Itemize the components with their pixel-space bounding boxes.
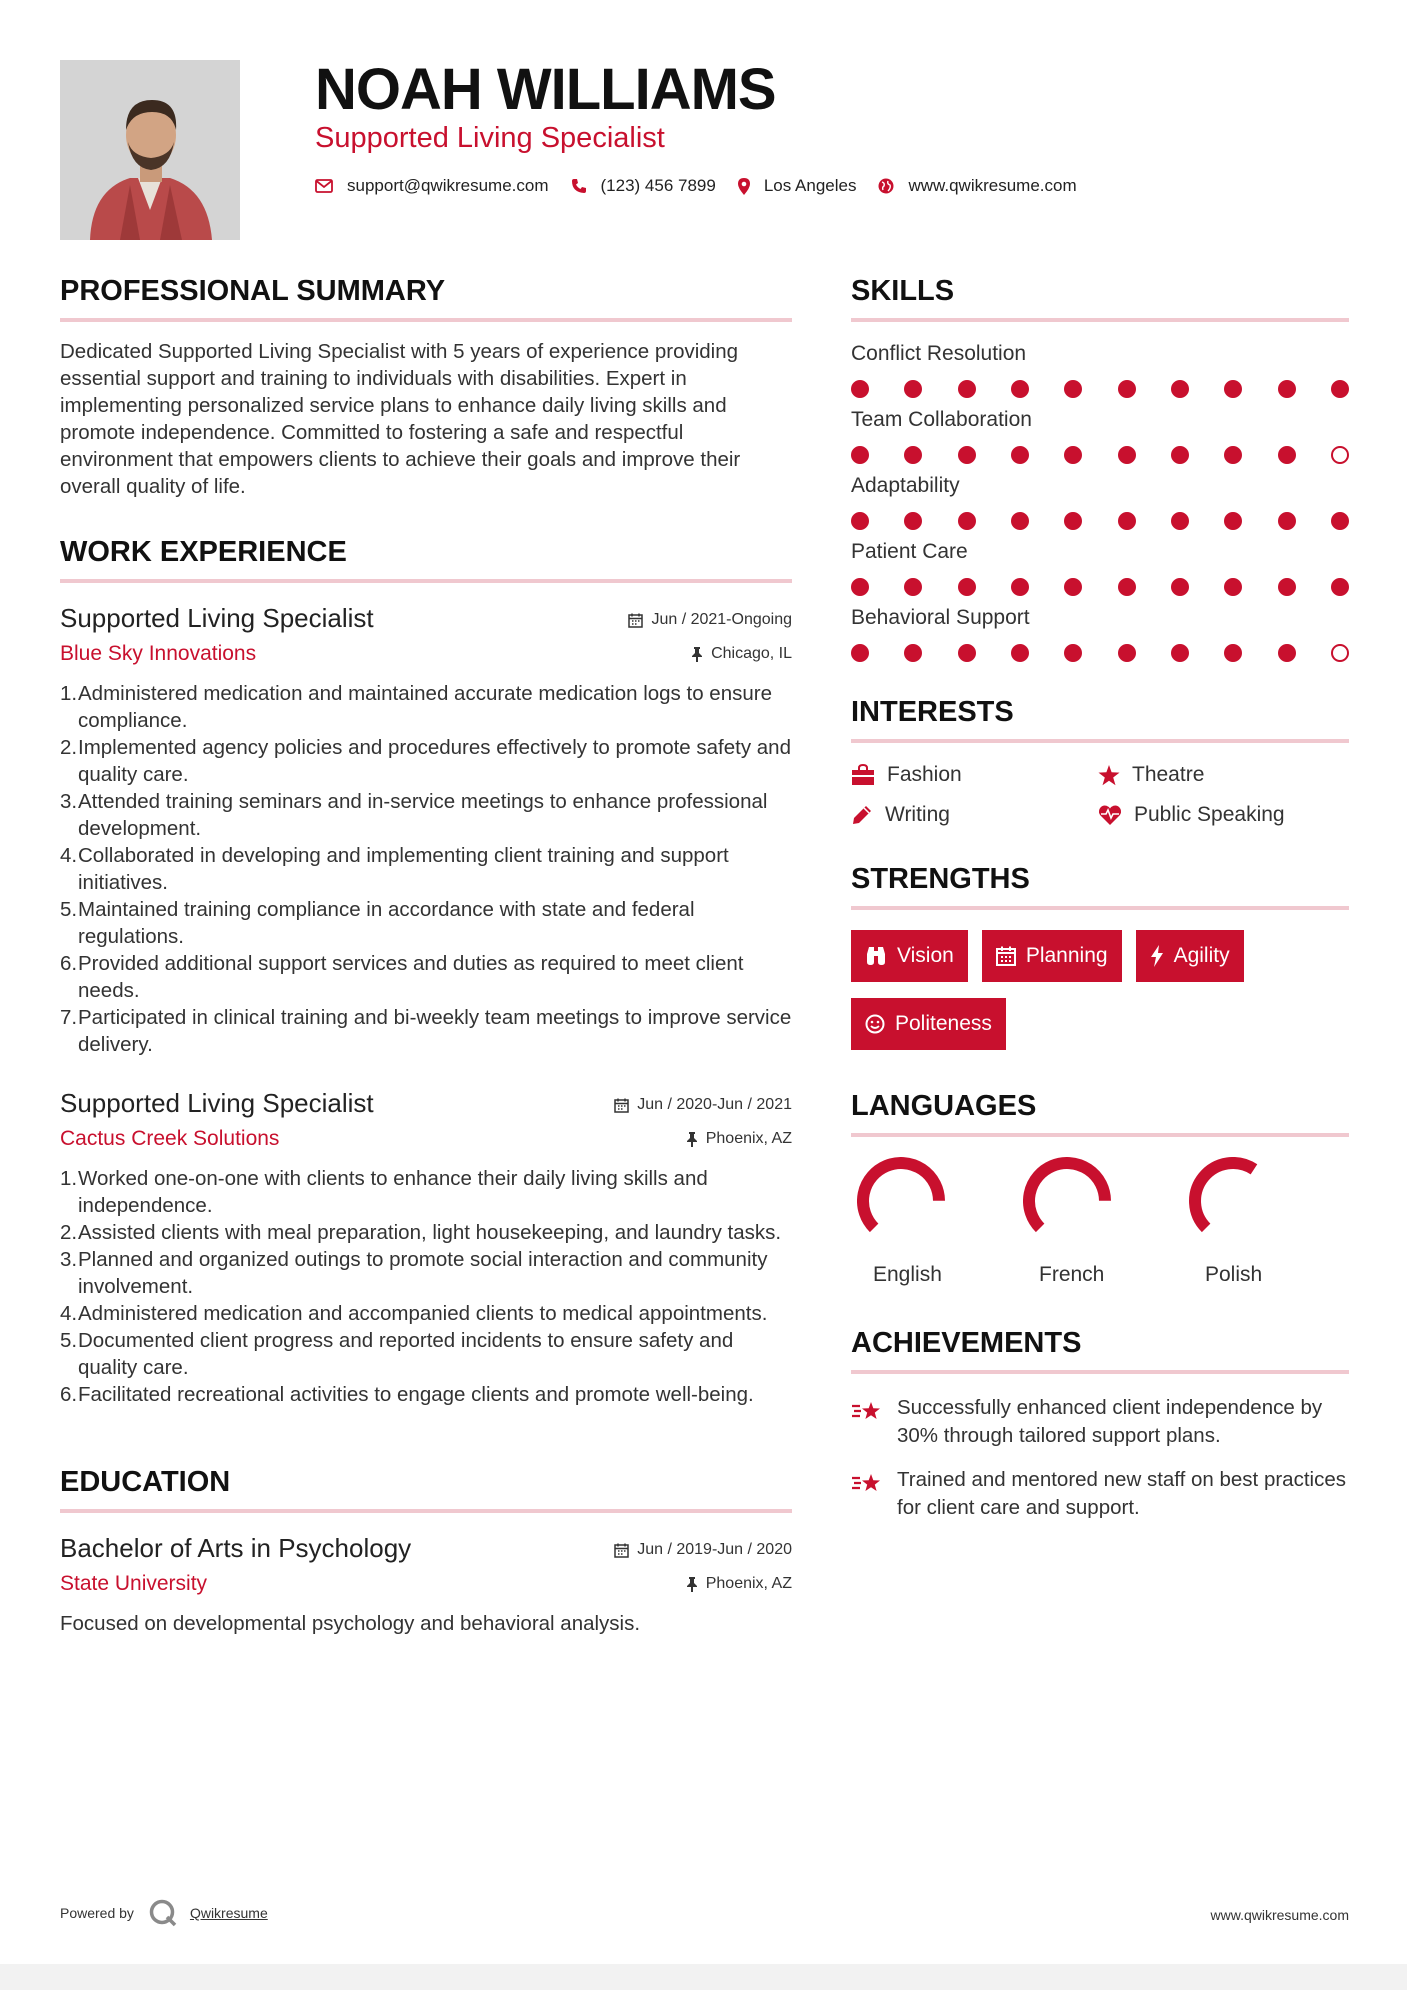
language-level-ring	[1023, 1157, 1123, 1257]
interest-label: Public Speaking	[1134, 803, 1285, 826]
rating-dot-filled	[1118, 512, 1136, 530]
interest-item	[1098, 763, 1345, 787]
rating-dot-filled	[904, 380, 922, 398]
rating-dot-filled	[1118, 578, 1136, 596]
achievement-text: Trained and mentored new staff on best practices for client care and support.	[897, 1468, 1346, 1519]
rating-dot-filled	[1224, 644, 1242, 662]
binoculars-icon	[865, 946, 887, 966]
list-item: 1. Administered medication and maintained accurate medication logs to ensure compliance.	[60, 682, 772, 732]
rating-dot-empty	[1331, 446, 1349, 464]
smile-icon	[865, 1014, 885, 1034]
rating-dot-filled	[851, 446, 869, 464]
brand-link[interactable]: Qwikresume	[189, 1905, 268, 1921]
candidate-title: Supported Living Specialist	[315, 122, 665, 154]
contact-location	[738, 176, 857, 196]
rating-dot-filled	[1224, 380, 1242, 398]
right-column	[851, 275, 1349, 1538]
job-dates-text: Jun / 2021-Ongoing	[651, 611, 792, 628]
achievements-list	[851, 1394, 1349, 1522]
pencil-icon	[851, 804, 873, 826]
calendar-icon	[628, 613, 643, 628]
pushpin-icon	[686, 1132, 698, 1147]
rating-dot-filled	[958, 644, 976, 662]
list-item: 3. Attended training seminars and in-service meetings to enhance professional development.	[60, 790, 768, 840]
skill-item	[851, 474, 1349, 536]
job-entry	[60, 1088, 792, 1408]
strength-label: Planning	[1025, 944, 1108, 967]
contact-email[interactable]	[315, 176, 549, 196]
education-location-text: Phoenix, AZ	[705, 1575, 792, 1592]
rating-dot-filled	[1011, 380, 1029, 398]
contact-website[interactable]	[878, 176, 1076, 196]
job-location	[686, 1130, 792, 1148]
skills-list	[851, 342, 1349, 668]
rating-dot-filled	[904, 578, 922, 596]
experience-heading: WORK EXPERIENCE	[60, 536, 792, 583]
rating-dot-filled	[1064, 512, 1082, 530]
language-name: Polish	[1205, 1263, 1263, 1286]
rating-dot-filled	[904, 446, 922, 464]
achievements-heading: ACHIEVEMENTS	[851, 1327, 1349, 1374]
skill-item	[851, 342, 1349, 404]
calendar-icon	[614, 1098, 629, 1113]
skill-name: Adaptability	[851, 474, 960, 497]
rating-dot-filled	[958, 446, 976, 464]
job-title: Supported Living Specialist	[60, 1088, 374, 1118]
language-level-ring	[857, 1157, 957, 1257]
rating-dot-filled	[1224, 446, 1242, 464]
rating-dot-filled	[1331, 380, 1349, 398]
rating-dot-filled	[1064, 380, 1082, 398]
contact-phone[interactable]	[571, 176, 716, 196]
rating-dot-filled	[958, 578, 976, 596]
education-heading: EDUCATION	[60, 1466, 792, 1513]
candidate-name: NOAH WILLIAMS	[315, 57, 776, 122]
summary-text: Dedicated Supported Living Specialist with 5 years of experience providing essential support and training to individuals with disabilities. Expert in implementing personalized service plans to enhance daily living skills and promote independence. Committed to fostering a safe and respectful environment that empowers clients to achieve their goals and improve their overall quality of life.	[60, 340, 741, 498]
interest-item	[851, 803, 1098, 827]
rating-dot-filled	[1278, 644, 1296, 662]
rating-dot-filled	[1278, 446, 1296, 464]
shooting-star-icon	[851, 1470, 883, 1496]
shopping-bag-icon	[851, 764, 875, 786]
skill-name: Behavioral Support	[851, 606, 1030, 629]
list-item: 2. Assisted clients with meal preparation, light housekeeping, and laundry tasks.	[60, 1221, 782, 1244]
list-item: 5. Documented client progress and reported incidents to ensure safety and quality care.	[60, 1329, 734, 1379]
interest-label: Fashion	[887, 763, 962, 786]
education-entry	[60, 1533, 792, 1637]
rating-dot-filled	[1011, 446, 1029, 464]
list-item: 5. Maintained training compliance in accordance with state and federal regulations.	[60, 898, 695, 948]
rating-dot-filled	[1064, 644, 1082, 662]
languages-list	[851, 1157, 1349, 1287]
list-item: 2. Implemented agency policies and procedures effectively to promote safety and quality care.	[60, 736, 791, 786]
list-item: 6. Provided additional support services and duties as required to meet client needs.	[60, 952, 744, 1002]
heartbeat-icon	[1098, 804, 1122, 826]
rating-dot-filled	[1278, 512, 1296, 530]
rating-dot-filled	[1224, 578, 1242, 596]
rating-dot-filled	[851, 512, 869, 530]
interests-list	[851, 763, 1349, 827]
rating-dot-filled	[1171, 644, 1189, 662]
rating-dot-filled	[851, 578, 869, 596]
strength-tag	[1136, 930, 1244, 982]
pushpin-icon	[686, 1577, 698, 1592]
skill-item	[851, 540, 1349, 602]
footer-powered-by	[60, 1898, 268, 1928]
school-name: State University	[60, 1572, 208, 1595]
bolt-icon	[1150, 945, 1164, 967]
rating-dot-filled	[1118, 644, 1136, 662]
strengths-list	[851, 930, 1349, 1050]
job-dates-text: Jun / 2020-Jun / 2021	[637, 1096, 792, 1113]
rating-dot-filled	[904, 512, 922, 530]
job-duties	[60, 1165, 792, 1408]
skill-rating	[851, 506, 1349, 536]
rating-dot-filled	[904, 644, 922, 662]
language-item	[1183, 1157, 1349, 1287]
list-item: 7. Participated in clinical training and bi-weekly team meetings to improve service delivery.	[60, 1006, 792, 1056]
rating-dot-filled	[1064, 578, 1082, 596]
languages-heading: LANGUAGES	[851, 1090, 1349, 1137]
degree-title: Bachelor of Arts in Psychology	[60, 1533, 412, 1563]
contact-bar	[315, 176, 1099, 196]
calendar-icon	[996, 946, 1016, 966]
achievement-item	[851, 1394, 1349, 1450]
website-text: www.qwikresume.com	[908, 176, 1077, 195]
rating-dot-filled	[1118, 446, 1136, 464]
skill-name: Conflict Resolution	[851, 342, 1027, 365]
job-dates	[614, 1096, 792, 1114]
education-description: Focused on developmental psychology and behavioral analysis.	[60, 1612, 641, 1635]
strength-label: Politeness	[895, 1012, 992, 1035]
strength-label: Vision	[897, 944, 954, 967]
list-item: 1. Worked one-on-one with clients to enhance their daily living skills and independence.	[60, 1167, 708, 1217]
strength-label: Agility	[1173, 944, 1230, 967]
page-bottom-strip	[0, 1964, 1407, 1990]
rating-dot-filled	[1171, 512, 1189, 530]
rating-dot-filled	[1331, 578, 1349, 596]
phone-icon	[571, 178, 587, 194]
list-item: 3. Planned and organized outings to promote social interaction and community involvement.	[60, 1248, 768, 1298]
list-item: 4. Administered medication and accompanied clients to medical appointments.	[60, 1302, 768, 1325]
interest-label: Theatre	[1132, 763, 1205, 786]
skill-rating	[851, 572, 1349, 602]
map-pin-icon	[738, 178, 750, 195]
globe-icon	[878, 178, 894, 194]
footer-site[interactable]: www.qwikresume.com	[1210, 1907, 1349, 1923]
education-location	[686, 1575, 792, 1593]
shooting-star-icon	[851, 1398, 883, 1424]
strengths-heading: STRENGTHS	[851, 863, 1349, 910]
rating-dot-filled	[1118, 380, 1136, 398]
powered-by-text: Powered by	[60, 1905, 134, 1921]
rating-dot-filled	[1224, 512, 1242, 530]
email-text: support@qwikresume.com	[347, 176, 549, 195]
envelope-icon	[315, 179, 333, 193]
skill-item	[851, 408, 1349, 470]
skills-heading: SKILLS	[851, 275, 1349, 322]
rating-dot-filled	[958, 512, 976, 530]
language-name: French	[1039, 1263, 1105, 1286]
education-dates-text: Jun / 2019-Jun / 2020	[637, 1541, 792, 1558]
achievement-text: Successfully enhanced client independence by 30% through tailored support plans.	[897, 1396, 1323, 1447]
education-dates	[614, 1541, 792, 1559]
rating-dot-filled	[1011, 644, 1029, 662]
interest-item	[851, 763, 1098, 787]
job-dates	[628, 611, 792, 629]
job-location	[691, 645, 792, 663]
job-location-text: Chicago, IL	[711, 645, 792, 662]
profile-photo	[60, 60, 240, 240]
left-column	[60, 275, 792, 1667]
rating-dot-filled	[1011, 512, 1029, 530]
qwikresume-logo-icon	[148, 1898, 178, 1928]
job-location-text: Phoenix, AZ	[705, 1130, 792, 1147]
job-title: Supported Living Specialist	[60, 603, 374, 633]
rating-dot-filled	[1278, 380, 1296, 398]
achievement-item	[851, 1466, 1349, 1522]
rating-dot-filled	[1278, 578, 1296, 596]
skill-item	[851, 606, 1349, 668]
language-name: English	[873, 1263, 942, 1286]
job-entry	[60, 603, 792, 1058]
rating-dot-filled	[1171, 578, 1189, 596]
interests-heading: INTERESTS	[851, 696, 1349, 743]
phone-text: (123) 456 7899	[600, 176, 716, 195]
skill-rating	[851, 638, 1349, 668]
rating-dot-filled	[1331, 512, 1349, 530]
company-name: Cactus Creek Solutions	[60, 1127, 280, 1150]
rating-dot-filled	[1064, 446, 1082, 464]
calendar-icon	[614, 1543, 629, 1558]
job-duties	[60, 680, 792, 1058]
list-item: 4. Collaborated in developing and implementing client training and support initiatives.	[60, 844, 729, 894]
skill-rating	[851, 440, 1349, 470]
summary-heading: PROFESSIONAL SUMMARY	[60, 275, 792, 322]
rating-dot-filled	[958, 380, 976, 398]
language-item	[851, 1157, 1017, 1287]
skill-rating	[851, 374, 1349, 404]
language-level-ring	[1189, 1157, 1289, 1257]
pushpin-icon	[691, 647, 703, 662]
strength-tag	[851, 930, 968, 982]
rating-dot-filled	[1171, 380, 1189, 398]
interest-label: Writing	[885, 803, 950, 826]
language-item	[1017, 1157, 1183, 1287]
list-item: 6. Facilitated recreational activities to engage clients and promote well-being.	[60, 1383, 754, 1406]
interest-item	[1098, 803, 1345, 827]
rating-dot-empty	[1331, 644, 1349, 662]
rating-dot-filled	[1011, 578, 1029, 596]
skill-name: Team Collaboration	[851, 408, 1032, 431]
strength-tag	[851, 998, 1006, 1050]
skill-name: Patient Care	[851, 540, 968, 563]
company-name: Blue Sky Innovations	[60, 642, 257, 665]
rating-dot-filled	[851, 644, 869, 662]
location-text: Los Angeles	[763, 176, 857, 195]
star-icon	[1098, 765, 1120, 786]
strength-tag	[982, 930, 1122, 982]
rating-dot-filled	[1171, 446, 1189, 464]
rating-dot-filled	[851, 380, 869, 398]
